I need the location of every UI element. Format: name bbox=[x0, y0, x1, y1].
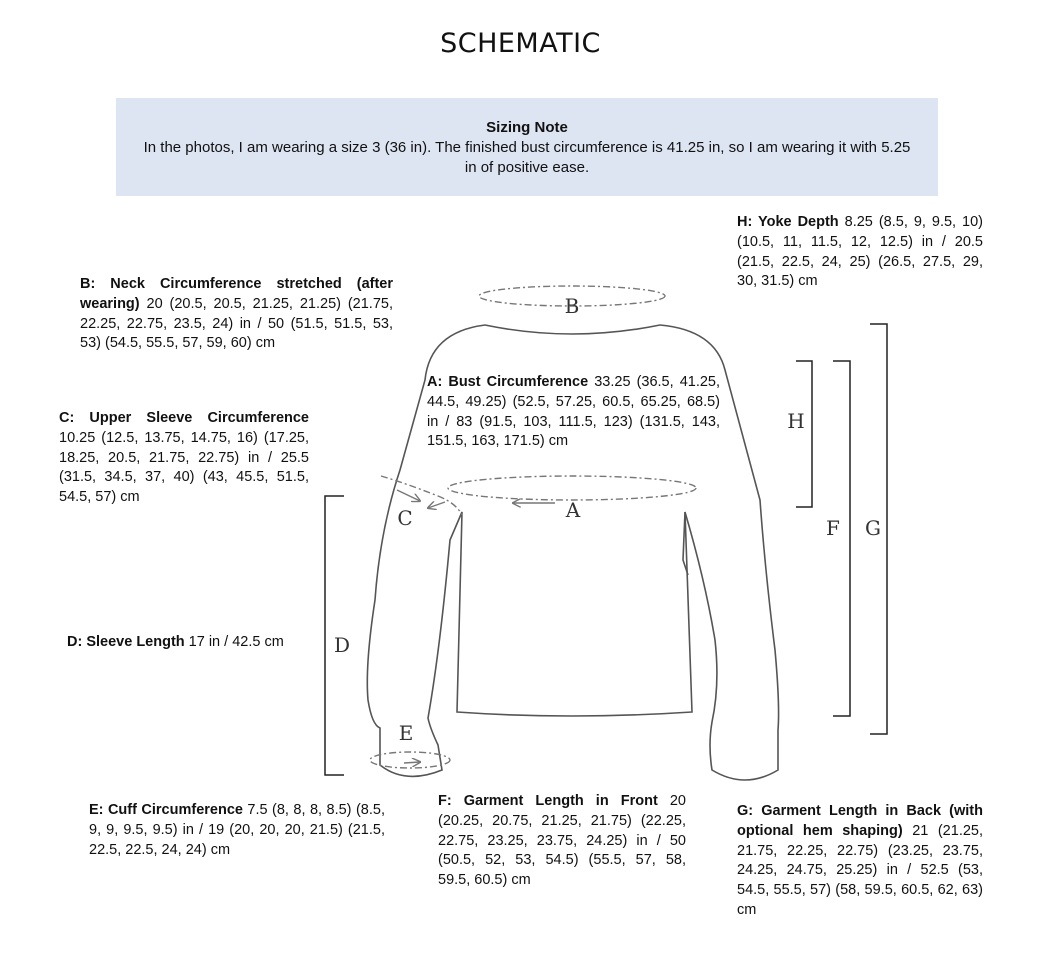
front-length-title: F: Garment Length in Front bbox=[438, 793, 658, 809]
cuff-circumference-value: 7.5 (8, 8, 8, 8.5) (8.5, 9, 9, 9.5, 9.5) in / 19 (20, 20, 20, 21.5) (21.5, 22.5, 22.5, 24, 24) cm bbox=[89, 802, 385, 858]
sizing-note-title: Sizing Note bbox=[486, 119, 568, 136]
upper-sleeve-arc bbox=[381, 476, 462, 515]
yoke-depth-label bbox=[737, 213, 983, 292]
sleeve-length-label bbox=[67, 633, 317, 653]
cuff-circumference-label bbox=[89, 801, 385, 860]
sleeve-arrow-2 bbox=[428, 502, 445, 508]
yoke-depth-bracket bbox=[796, 361, 812, 507]
letter-a: A bbox=[565, 498, 581, 522]
bust-circumference-value: 33.25 (36.5, 41.25, 44.5, 49.25) (52.5, 57.25, 60.5, 65.25, 68.5) in / 83 (91.5, 103, 111.5, 123) (131.5, 143, 151.5, 163, 171.5) cm bbox=[427, 374, 721, 450]
front-length-value: 20 (20.25, 20.75, 21.25, 21.75) (22.25, 22.75, 23.25, 23.75, 24.25) in / 50 (50.5, 52, 53, 54.5) (55.5, 57, 58, 59.5, 60.5) cm bbox=[438, 793, 686, 889]
yoke-depth-title: H: Yoke Depth bbox=[737, 214, 839, 230]
bust-circumference-title: A: Bust Circumference bbox=[427, 374, 589, 390]
yoke-depth-value: 8.25 (8.5, 9, 9.5, 10) (10.5, 11, 11.5, 12, 12.5) in / 20.5 (21.5, 22.5, 24, 25) (26.5, 27.5, 29, 30, 31.5) cm bbox=[737, 214, 984, 290]
neck-circumference-label bbox=[80, 275, 393, 354]
letter-h: H bbox=[787, 409, 805, 433]
page-title: SCHEMATIC bbox=[440, 28, 601, 59]
sleeve-length-title: D: Sleeve Length bbox=[67, 634, 185, 650]
sizing-note-body: In the photos, I am wearing a size 3 (36 in). The finished bust circumference is 41.25 in, so I am wearing it with 5.25 in of positive ease. bbox=[143, 139, 911, 176]
neck-circumference-value: 20 (20.5, 20.5, 21.25, 21.25) (21.75, 22.25, 22.75, 23.5, 24) in / 50 (51.5, 51.5, 53, 53) (54.5, 55.5, 57, 59, 60) cm bbox=[80, 295, 393, 352]
letter-g: G bbox=[865, 516, 881, 540]
neck-circumference-title: B: Neck Circumference stretched (after wearing) bbox=[80, 276, 393, 312]
bust-circumference-label bbox=[427, 373, 720, 452]
letter-d: D bbox=[333, 633, 351, 657]
sleeve-arrow bbox=[397, 490, 420, 501]
arrows bbox=[397, 490, 555, 763]
letter-b: B bbox=[564, 294, 580, 318]
measurement-ellipses bbox=[370, 286, 696, 768]
neckline bbox=[485, 325, 660, 334]
upper-sleeve-circumference-value: 10.25 (12.5, 13.75, 14.75, 16) (17.25, 18.25, 20.5, 21.75, 22.75) in / 25.5 (31.5, 34.5, 37, 40) (43, 45.5, 51.5, 54.5, 57) cm bbox=[59, 429, 309, 506]
letter-e: E bbox=[398, 721, 414, 745]
upper-sleeve-circumference-label bbox=[59, 409, 309, 508]
back-length-value: 21 (21.25, 21.75, 22.25, 22.75) (23.25, 23.75, 24.25, 24.75, 25.25) in / 52.5 (53, 54.5, 55.5, 57) (58, 59.5, 60.5, 62, 63) cm bbox=[737, 822, 983, 918]
letter-c: C bbox=[397, 506, 413, 530]
letter-f: F bbox=[826, 516, 840, 540]
sleeve-length-value: 17 in / 42.5 cm bbox=[188, 634, 284, 650]
back-length-label bbox=[737, 802, 983, 921]
upper-sleeve-circumference-title: C: Upper Sleeve Circumference bbox=[59, 410, 309, 426]
back-length-title: G: Garment Length in Back (with optional hem shaping) bbox=[737, 803, 983, 839]
bust-ellipse bbox=[448, 476, 696, 500]
front-length-label bbox=[438, 792, 686, 891]
cuff-ellipse bbox=[370, 752, 450, 768]
cuff-circumference-title: E: Cuff Circumference bbox=[89, 802, 243, 818]
cuff-arrow bbox=[404, 762, 420, 763]
